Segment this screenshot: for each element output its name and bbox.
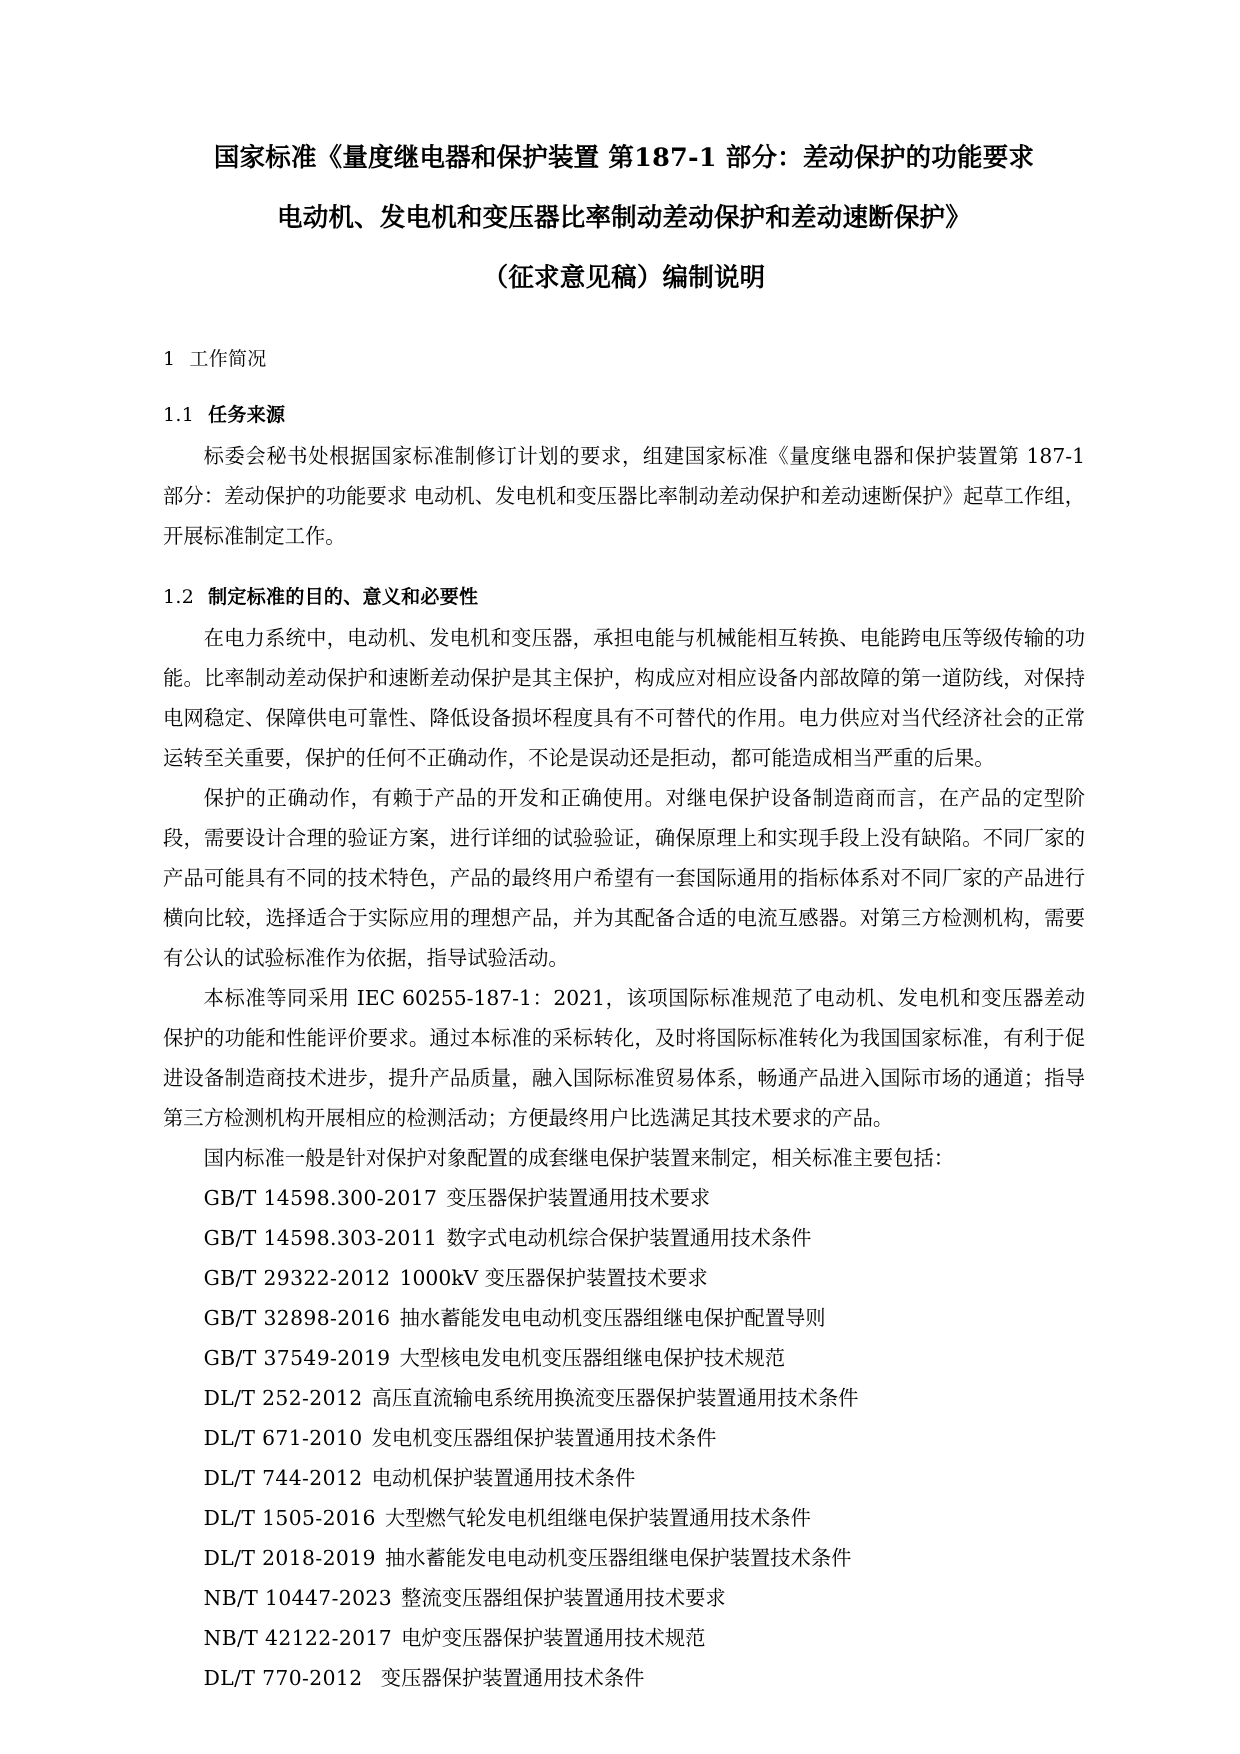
- paragraph-1-2-2: 保护的正确动作，有赖于产品的开发和正确使用。对继电保护设备制造商而言，在产品的定型阶段，需要设计合理的验证方案，进行详细的试验验证，确保原理上和实现手段上没有缺陷。不同厂家的产品可能具有不同的技术特色，产品的最终用户希望有一套国际通用的指标体系对不同厂家的产品进行横向比较，选择适合于实际应用的理想产品，并为其配备合适的电流互感器。对第三方检测机构，需要有公认的试验标准作为依据，指导试验活动。: [163, 786, 1085, 970]
- standard-code: NB/T 42122-2017: [203, 1626, 393, 1650]
- paragraph-1-2-4: 国内标准一般是针对保护对象配置的成套继电保护装置来制定，相关标准主要包括：: [203, 1146, 955, 1170]
- list-item: [163, 1298, 1085, 1338]
- list-item: [163, 1218, 1085, 1258]
- title-line-1: 国家标准《量度继电器和保护装置 第187-1 部分：差动保护的功能要求: [213, 143, 1035, 173]
- list-item: [163, 1498, 1085, 1538]
- standard-code: GB/T 37549-2019: [203, 1346, 391, 1370]
- section-heading-1: [163, 344, 1085, 374]
- standard-code: DL/T 744-2012: [203, 1466, 363, 1490]
- standard-title: 发电机变压器组保护装置通用技术条件: [371, 1426, 717, 1450]
- standard-title: 电动机保护装置通用技术条件: [371, 1466, 636, 1490]
- title-line-2: 电动机、发电机和变压器比率制动差动保护和差动速断保护》: [277, 203, 971, 233]
- paragraph-1-2-3: 本标准等同采用 IEC 60255-187-1：2021，该项国际标准规范了电动机、发电机和变压器差动保护的功能和性能评价要求。通过本标准的采标转化，及时将国际标准转化为我国国家标准，有利于促进设备制造商技术进步，提升产品质量，融入国际标准贸易体系，畅通产品进入国际市场的通道；指导第三方检测机构开展相应的检测活动；方便最终用户比选满足其技术要求的产品。: [163, 986, 1085, 1130]
- paragraph-1-1-1: 标委会秘书处根据国家标准制修订计划的要求，组建国家标准《量度继电器和保护装置第 187-1 部分：差动保护的功能要求 电动机、发电机和变压器比率制动差动保护和差动速断保护》起草工作组，开展标准制定工作。: [163, 444, 1085, 548]
- standard-title: 抽水蓄能发电电动机变压器组继电保护配置导则: [399, 1306, 826, 1330]
- standard-title: 抽水蓄能发电电动机变压器组继电保护装置技术条件: [384, 1546, 852, 1570]
- standard-title: 变压器保护装置通用技术要求: [446, 1186, 711, 1210]
- standards-list: [163, 1178, 1085, 1698]
- standard-code: GB/T 29322-2012: [203, 1266, 391, 1290]
- list-item: [163, 1178, 1085, 1218]
- standard-title: 数字式电动机综合保护装置通用技术条件: [446, 1226, 812, 1250]
- standard-code: DL/T 252-2012: [203, 1386, 363, 1410]
- list-item: [163, 1658, 1085, 1698]
- section-title-1-1: 任务来源: [208, 404, 286, 426]
- list-item: [163, 1338, 1085, 1378]
- standard-title: 整流变压器组保护装置通用技术要求: [401, 1586, 726, 1610]
- list-item: [163, 1458, 1085, 1498]
- standard-title: 1000kV 变压器保护装置技术要求: [399, 1266, 708, 1290]
- standard-code: GB/T 32898-2016: [203, 1306, 391, 1330]
- standard-code: DL/T 770-2012: [203, 1666, 363, 1690]
- paragraph-1-2-1: 在电力系统中，电动机、发电机和变压器，承担电能与机械能相互转换、电能跨电压等级传输的功能。比率制动差动保护和速断差动保护是其主保护，构成应对相应设备内部故障的第一道防线，对保持电网稳定、保障供电可靠性、降低设备损坏程度具有不可替代的作用。电力供应对当代经济社会的正常运转至关重要，保护的任何不正确动作，不论是误动还是拒动，都可能造成相当严重的后果。: [163, 626, 1085, 770]
- standard-code: NB/T 10447-2023: [203, 1586, 393, 1610]
- list-item: [163, 1378, 1085, 1418]
- section-number-1: 1: [163, 348, 176, 370]
- standard-title: 大型核电发电机变压器组继电保护技术规范: [399, 1346, 785, 1370]
- standard-code: GB/T 14598.303-2011: [203, 1226, 438, 1250]
- list-item: [163, 1538, 1085, 1578]
- standard-title: 电炉变压器保护装置通用技术规范: [401, 1626, 706, 1650]
- standard-code: DL/T 1505-2016: [203, 1506, 376, 1530]
- section-heading-1-1: [163, 400, 1085, 430]
- page-content: [163, 128, 1085, 1698]
- standard-title: 高压直流输电系统用换流变压器保护装置通用技术条件: [371, 1386, 859, 1410]
- standard-title: 大型燃气轮发电机组继电保护装置通用技术条件: [384, 1506, 811, 1530]
- standard-code: DL/T 671-2010: [203, 1426, 363, 1450]
- list-item: [163, 1618, 1085, 1658]
- section-number-1-1: 1.1: [163, 404, 195, 426]
- list-item: [163, 1258, 1085, 1298]
- standard-title: 变压器保护装置通用技术条件: [380, 1666, 645, 1690]
- list-item: [163, 1418, 1085, 1458]
- standard-code: DL/T 2018-2019: [203, 1546, 376, 1570]
- section-number-1-2: 1.2: [163, 586, 195, 608]
- section-title-1-2: 制定标准的目的、意义和必要性: [208, 586, 479, 608]
- section-heading-1-2: [163, 582, 1085, 612]
- document-title: [163, 128, 1085, 308]
- section-title-1: 工作简况: [189, 348, 267, 370]
- title-line-3: （征求意见稿）编制说明: [482, 263, 766, 293]
- list-item: [163, 1578, 1085, 1618]
- standard-code: GB/T 14598.300-2017: [203, 1186, 438, 1210]
